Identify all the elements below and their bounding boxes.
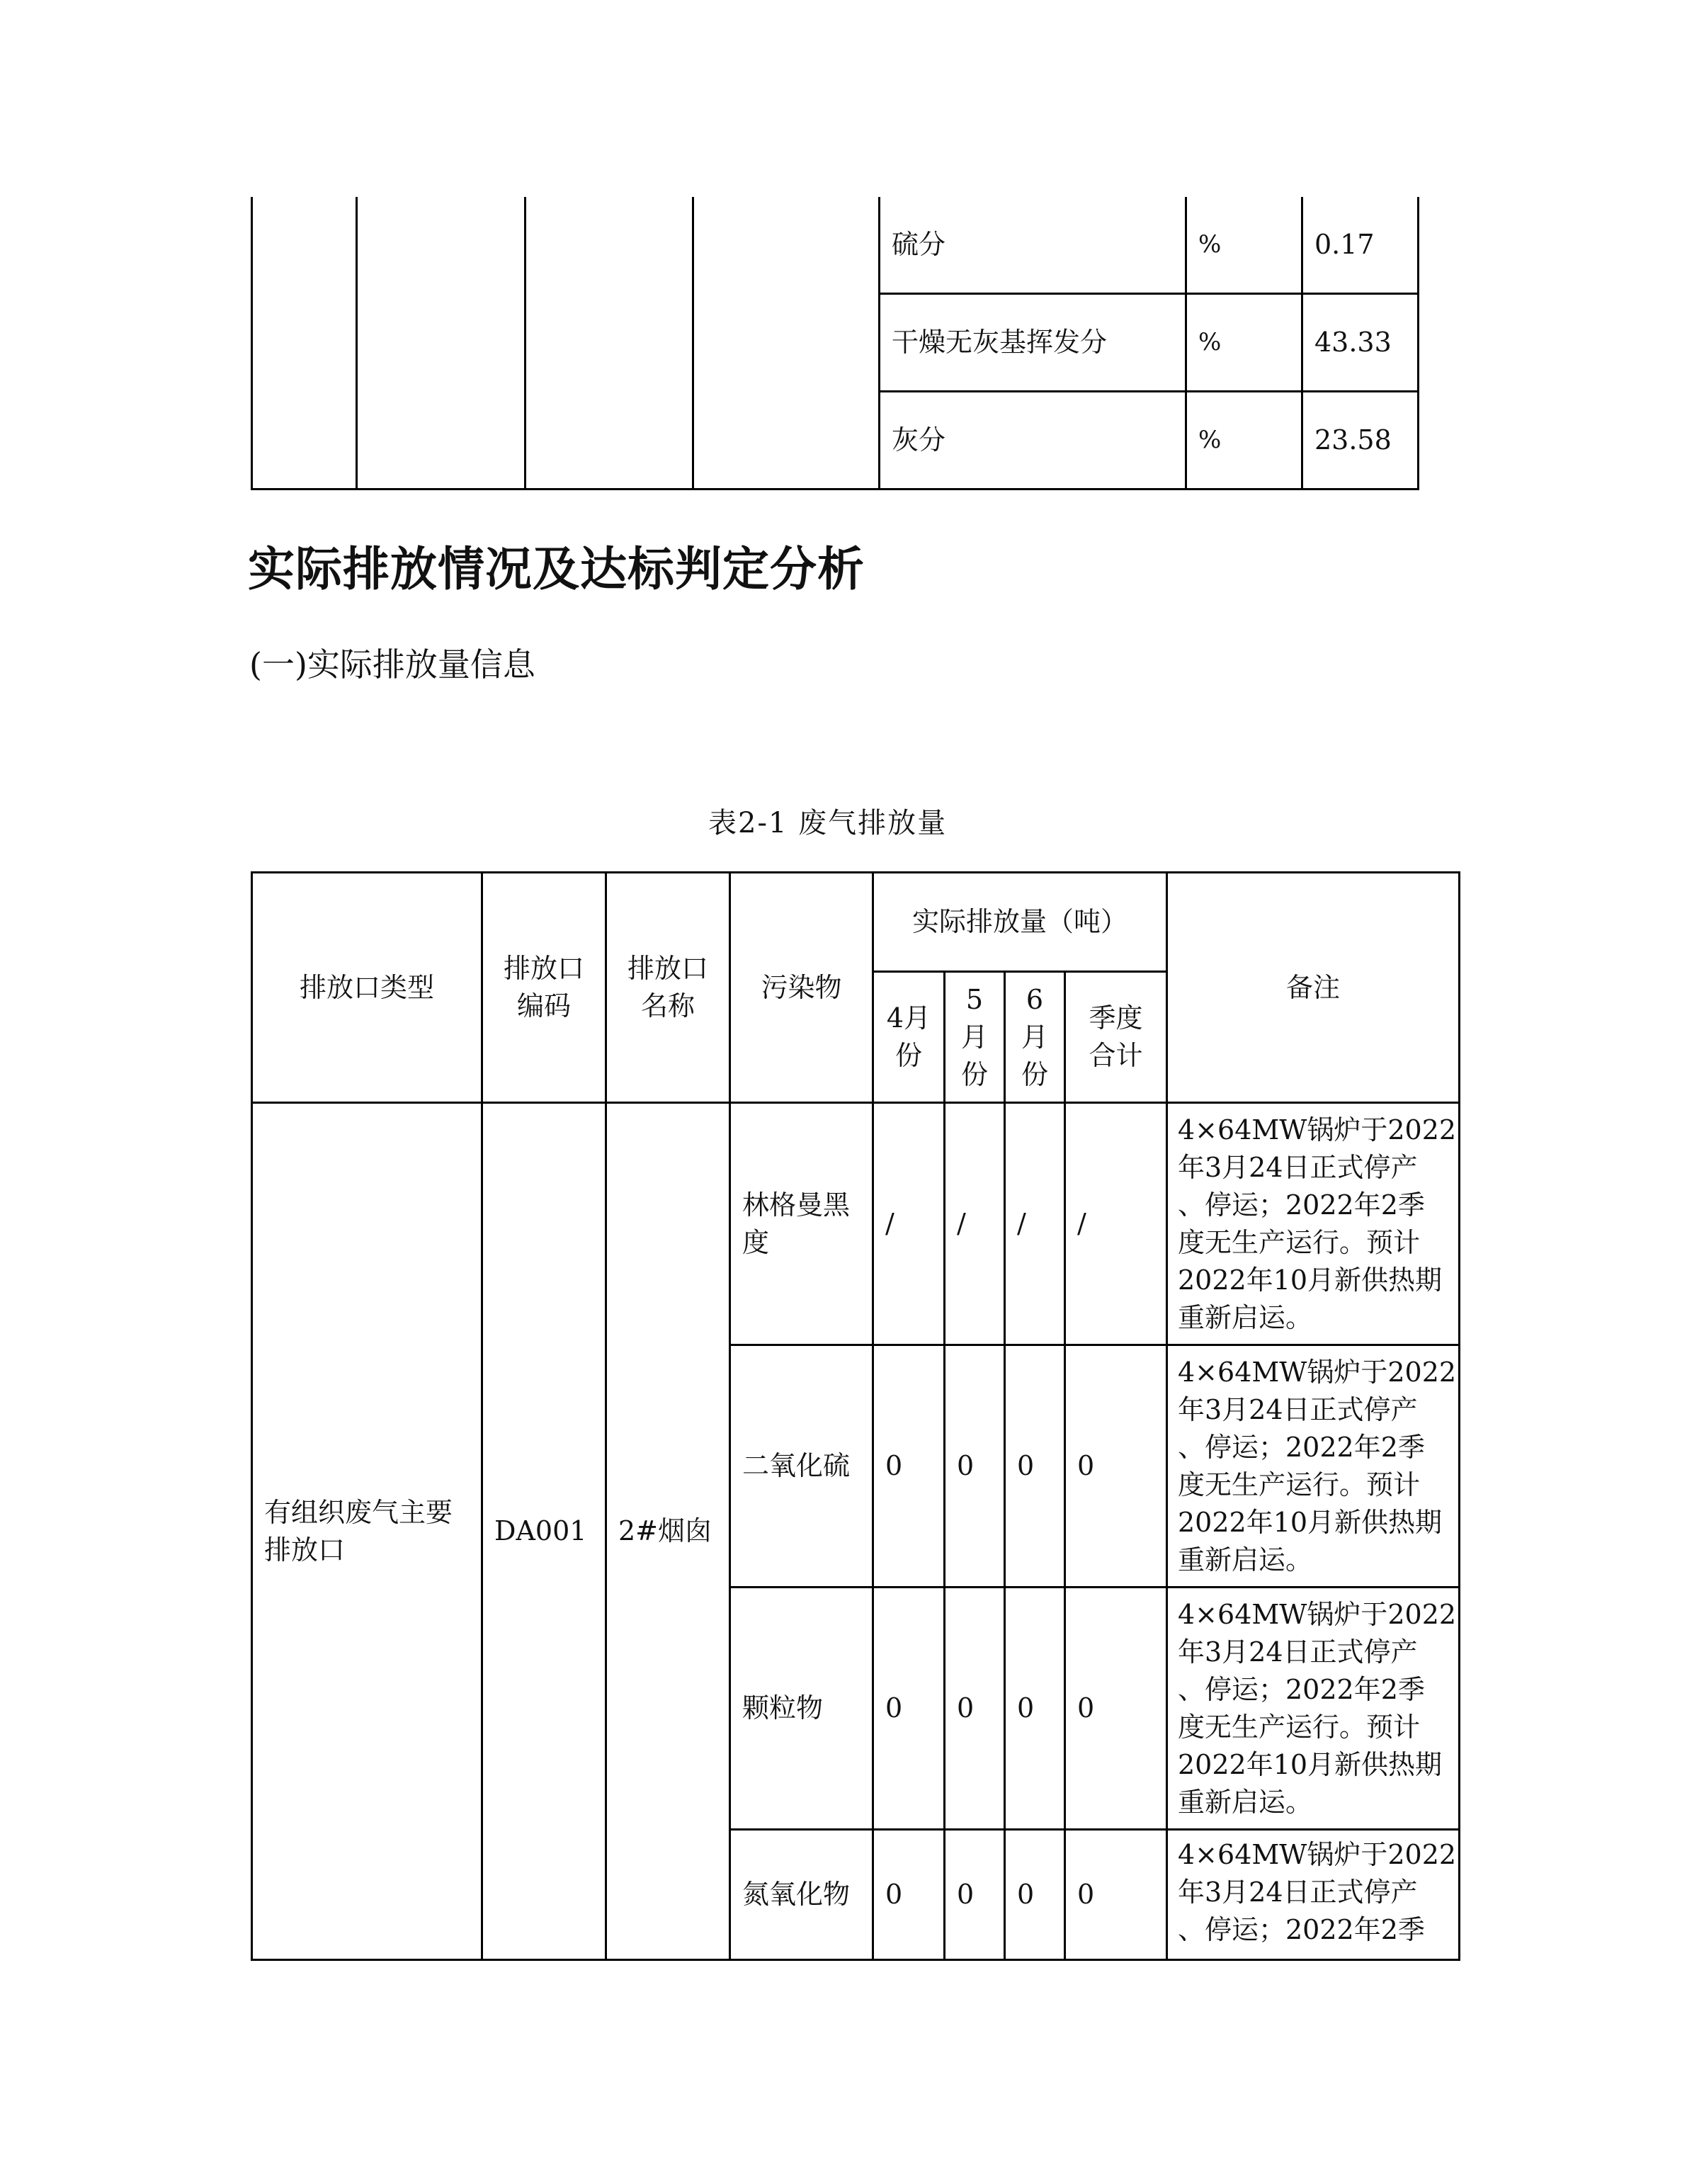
table-cell: % [1198,230,1222,259]
table-cell: 干燥无灰基挥发分 [892,327,1108,358]
pollutant-cell: 林格曼黑 度 [742,1189,851,1258]
outlet-code-cell: DA001 [494,1515,587,1546]
pollutant-cell: 氮氧化物 [742,1879,851,1910]
june-cell: 0 [1017,1692,1035,1724]
april-cell: 0 [885,1692,903,1724]
june-cell: 0 [1017,1879,1035,1910]
table-cell: 43.33 [1314,327,1392,358]
may-cell: / [957,1208,966,1239]
remark-cell: 4×64MW锅炉于2022 年3月24日正式停产 、停运；2022年2季 度无生产运行。预计 2022年10月新供热期 重新启运。 [1178,1598,1457,1818]
header-pollutant: 污染物 [761,971,842,1003]
table-cell: % [1198,426,1222,454]
may-cell: 0 [957,1879,975,1910]
table-cell: 0.17 [1314,229,1375,260]
outlet-name-cell: 2#烟囱 [618,1515,712,1546]
april-cell: / [885,1208,894,1239]
header-june: 6 月 份 [1021,983,1048,1090]
subsection-heading: (一)实际排放量信息 [249,645,535,684]
pollutant-cell: 颗粒物 [742,1692,824,1724]
header-outlet-code: 排放口 编码 [503,953,584,1022]
quarter-total-cell: 0 [1077,1879,1095,1910]
may-cell: 0 [957,1450,975,1481]
grid-line [356,197,358,490]
remark-cell: 4×64MW锅炉于2022 年3月24日正式停产 、停运；2022年2季 度无生产运行。预计 2022年10月新供热期 重新启运。 [1178,1114,1457,1333]
quarter-total-cell: / [1077,1208,1086,1239]
quarter-total-cell: 0 [1077,1692,1095,1724]
header-april: 4月 份 [886,1002,931,1071]
remark-cell: 4×64MW锅炉于2022 年3月24日正式停产 、停运；2022年2季 [1178,1839,1457,1945]
table-cell: % [1198,328,1222,356]
remark-cell: 4×64MW锅炉于2022 年3月24日正式停产 、停运；2022年2季 度无生产运行。预计 2022年10月新供热期 重新启运。 [1178,1356,1457,1575]
grid-line [1458,871,1460,1961]
grid-line [251,197,253,490]
outlet-type-cell: 有组织废气主要 排放口 [264,1496,453,1566]
grid-line [251,1959,1460,1961]
grid-line [1417,197,1419,490]
header-outlet-type: 排放口类型 [299,971,434,1003]
header-outlet-name: 排放口 名称 [627,953,708,1022]
table-cell: 灰分 [892,424,946,456]
pollutant-cell: 二氧化硫 [742,1450,851,1481]
header-actual-emission: 实际排放量（吨） [911,906,1127,937]
header-may: 5 月 份 [960,983,988,1090]
quarter-total-cell: 0 [1077,1450,1095,1481]
header-remarks: 备注 [1285,971,1340,1003]
table-caption: 表2-1 废气排放量 [708,807,948,839]
april-cell: 0 [885,1450,903,1481]
section-heading: 实际排放情况及达标判定分析 [248,542,865,596]
april-cell: 0 [885,1879,903,1910]
grid-line [524,197,526,490]
june-cell: / [1017,1208,1026,1239]
may-cell: 0 [957,1692,975,1724]
grid-line [692,197,694,490]
table-cell: 23.58 [1314,424,1392,456]
header-quarter-total: 季度 合计 [1089,1002,1143,1071]
june-cell: 0 [1017,1450,1035,1481]
grid-line [251,488,1419,490]
table-cell: 硫分 [892,229,946,260]
